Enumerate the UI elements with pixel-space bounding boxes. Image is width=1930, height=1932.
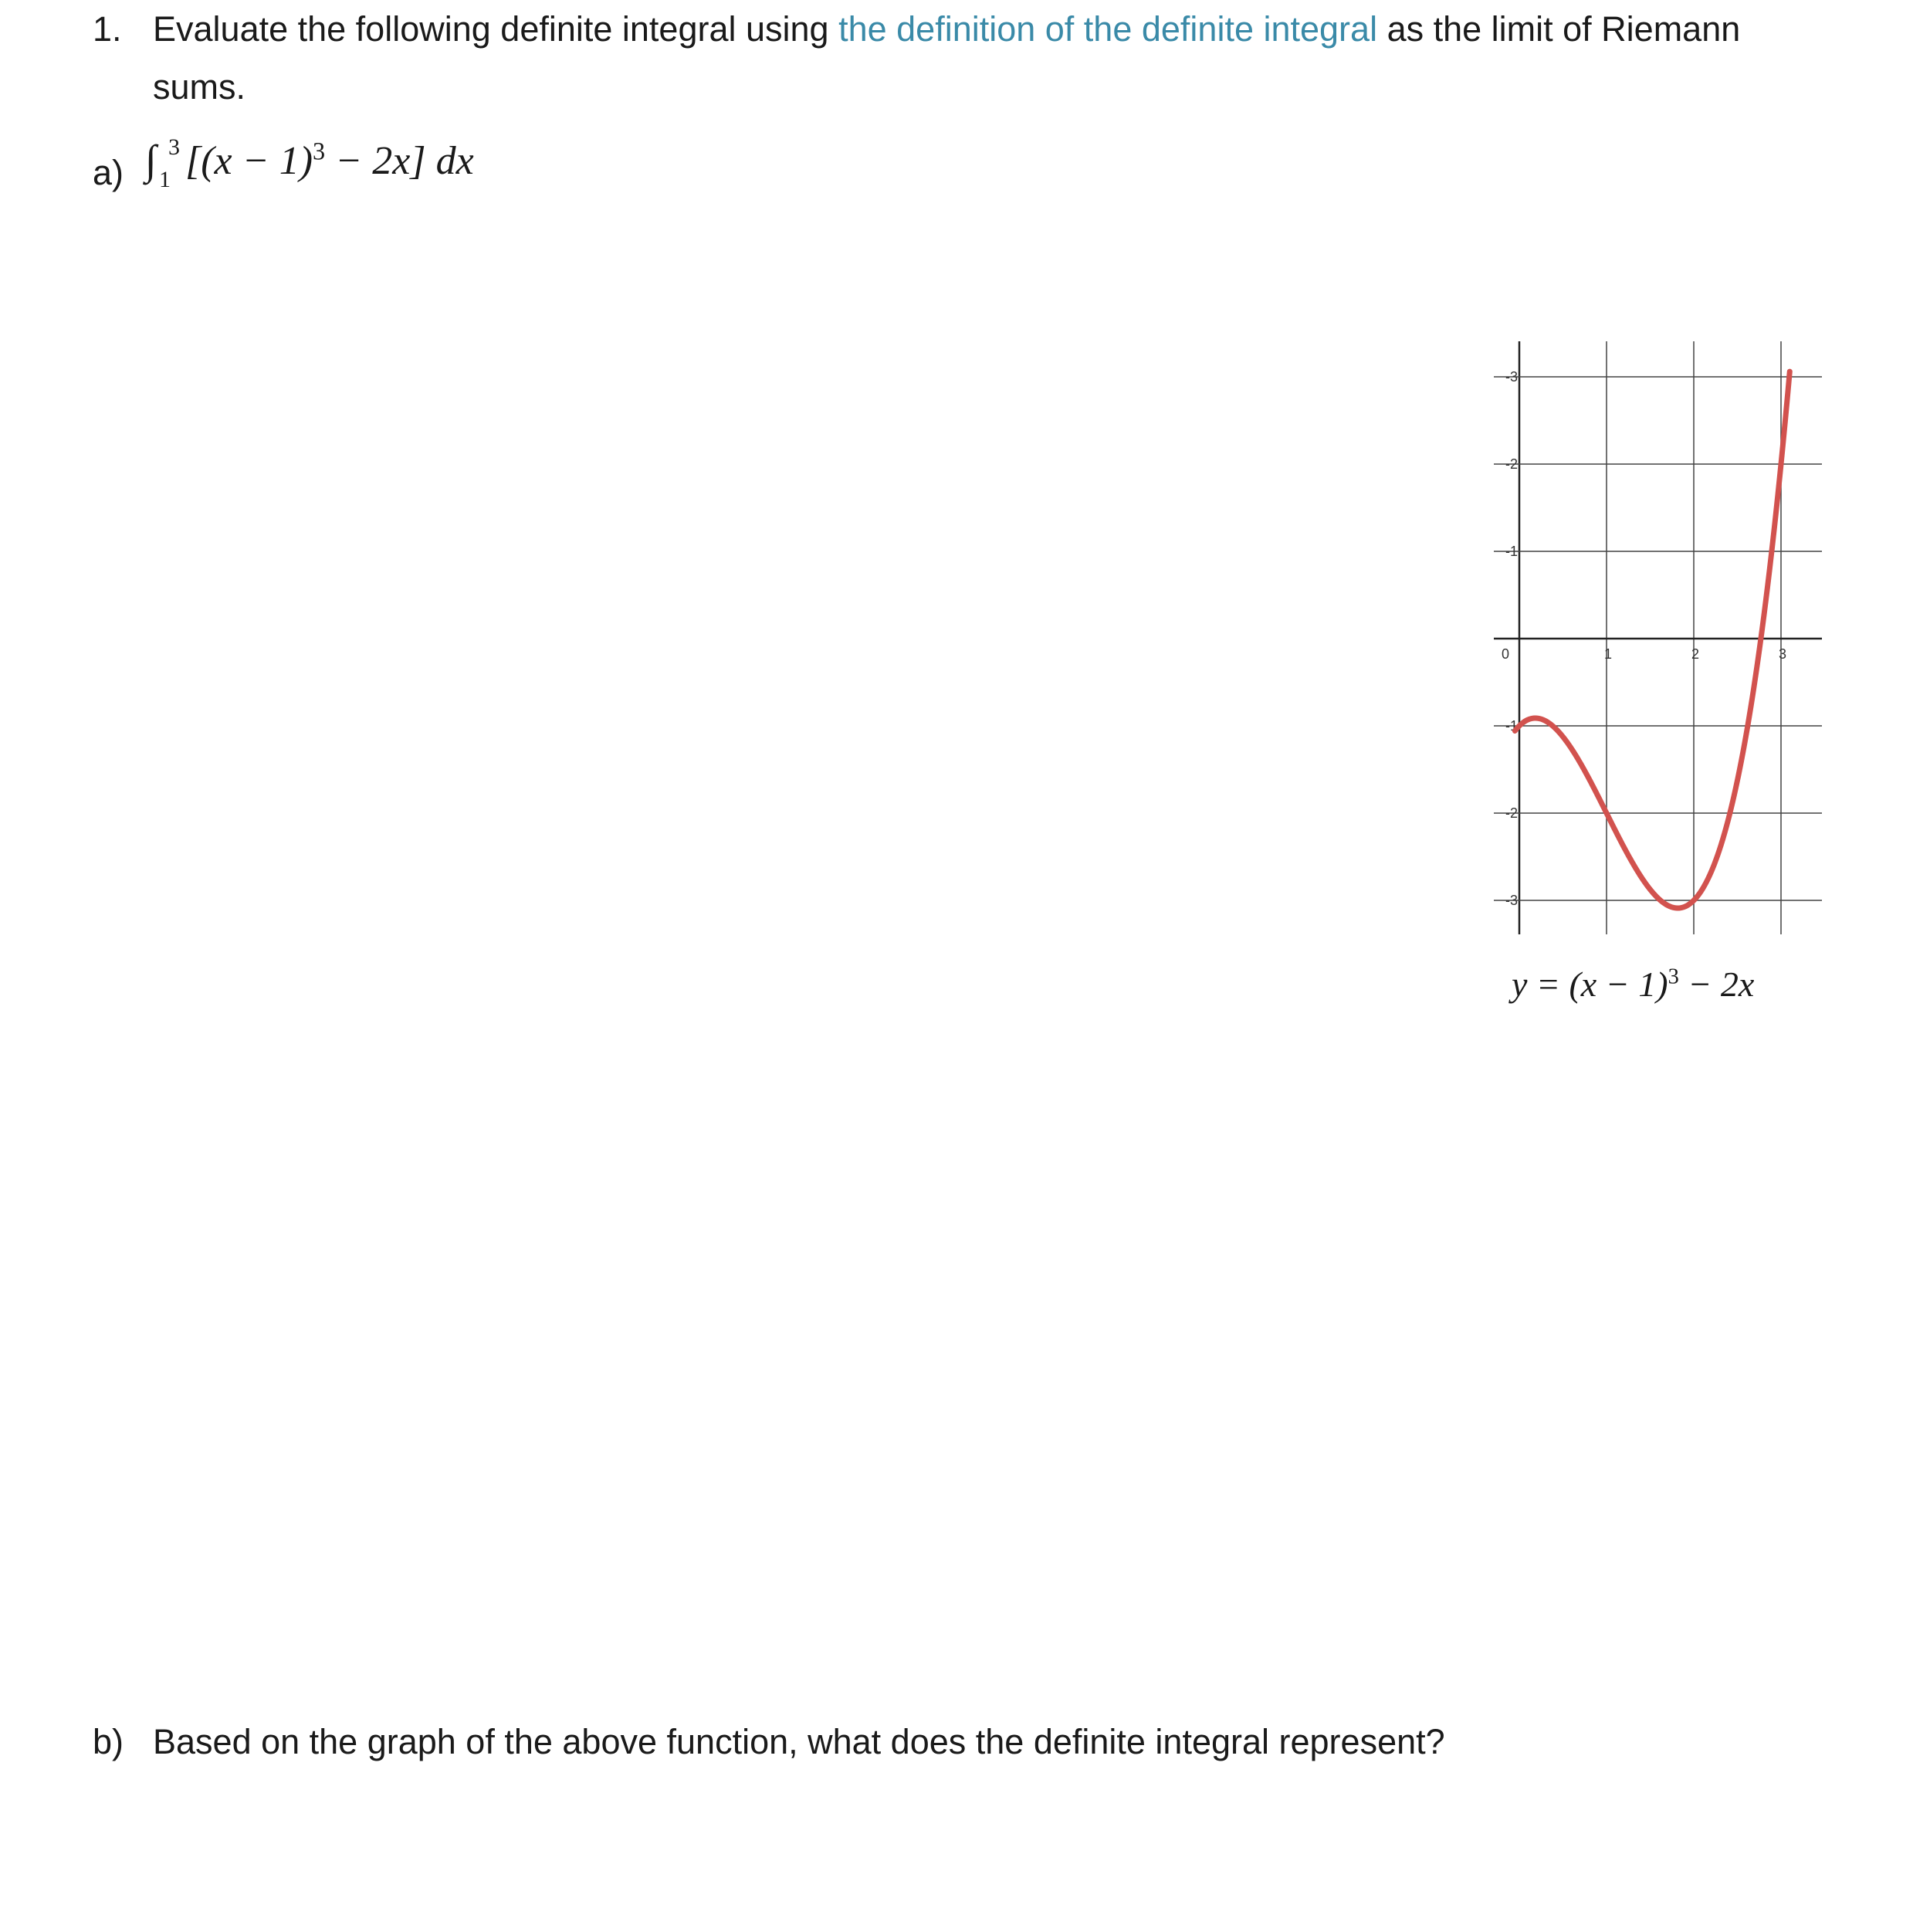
graph-caption xyxy=(1512,963,1754,1005)
question-text-line2: sums. xyxy=(153,67,246,107)
integrand-rest: − 2x] dx xyxy=(325,139,474,183)
integrand-exponent: 3 xyxy=(313,137,326,165)
y-tick-lower-1: -2 xyxy=(1505,805,1518,821)
question-text-after: as the limit of Riemann xyxy=(1377,9,1741,49)
part-b-text: Based on the graph of the above function, what does the definite integral represent? xyxy=(153,1722,1445,1761)
y-tick-upper-0: -3 xyxy=(1505,369,1518,385)
y-tick-lower-2: -3 xyxy=(1505,893,1518,908)
upper-limit: 3 xyxy=(168,134,180,160)
question-text xyxy=(153,8,1740,51)
y-tick-upper-2: -1 xyxy=(1505,544,1518,559)
question-number: 1. xyxy=(93,9,122,49)
integral-sign: ∫ xyxy=(145,137,157,183)
x-tick-label-2: 2 xyxy=(1691,646,1700,662)
function-curve xyxy=(1515,371,1789,908)
part-a-label: a) xyxy=(93,153,124,192)
part-a-integral xyxy=(145,134,474,192)
definite-integral-link[interactable]: the definition of the definite integral xyxy=(838,9,1378,49)
integral-expression xyxy=(145,134,185,192)
graph-grid xyxy=(1494,341,1822,934)
caption-rhs: − 2x xyxy=(1678,964,1755,1004)
x-tick-label-0: 0 xyxy=(1501,646,1510,662)
integrand: [(x − 1) xyxy=(185,139,313,183)
question-text-before: Evaluate the following definite integral using xyxy=(153,9,839,49)
caption-exponent: 3 xyxy=(1668,964,1679,989)
caption-lhs: y = (x − 1) xyxy=(1512,964,1668,1004)
y-tick-lower-0: -1 xyxy=(1505,718,1518,734)
y-tick-upper-1: -2 xyxy=(1505,456,1518,472)
function-graph xyxy=(1490,340,1830,958)
lower-limit: 1 xyxy=(159,167,171,192)
x-tick-label-1: 1 xyxy=(1603,646,1613,662)
x-tick-label-3: 3 xyxy=(1778,646,1787,662)
part-b-label: b) xyxy=(93,1722,124,1761)
